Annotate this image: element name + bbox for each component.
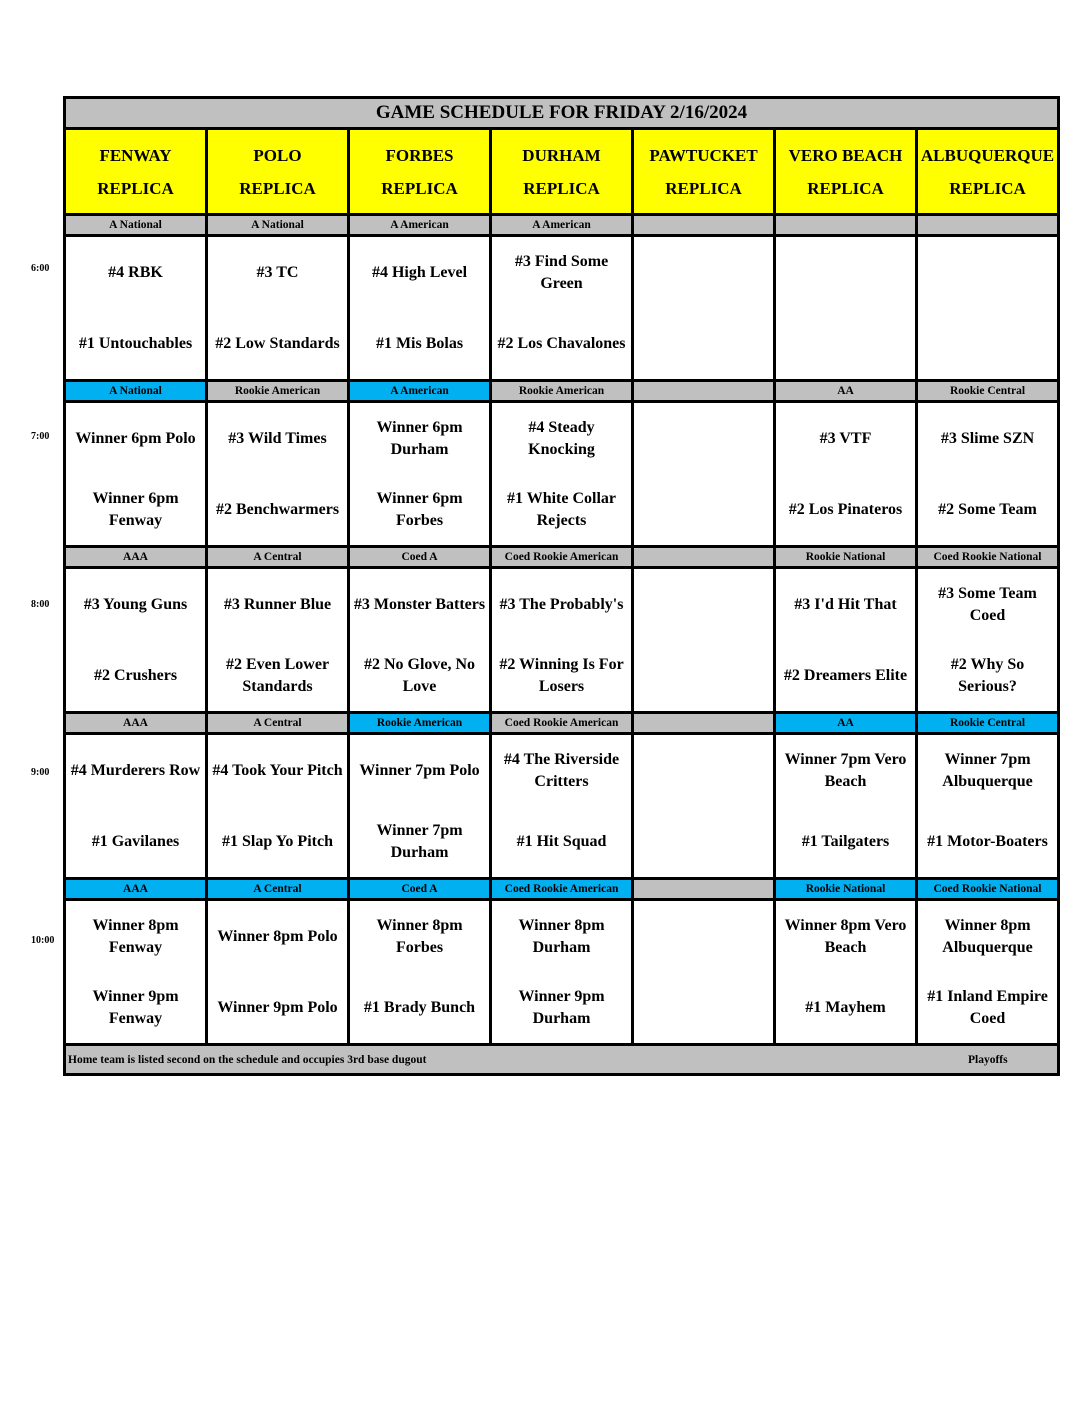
home-team: #2 Dreamers Elite xyxy=(783,666,908,684)
away-team: Winner 7pm Polo xyxy=(359,761,480,779)
field-subtitle: REPLICA xyxy=(523,178,600,198)
division-label: Coed Rookie National xyxy=(918,548,1057,569)
away-team: #3 TC xyxy=(256,263,299,281)
away-team: Winner 8pm Vero Beach xyxy=(784,916,907,956)
game-cell xyxy=(776,569,918,714)
division-label: AAA xyxy=(66,714,208,735)
game-cell xyxy=(776,403,918,548)
home-team: #2 Some Team xyxy=(938,500,1037,518)
home-team: #1 Mis Bolas xyxy=(375,334,464,352)
home-team: #2 Why So Serious? xyxy=(950,655,1025,695)
playoffs-label: Playoffs xyxy=(968,1053,1008,1066)
field-subtitle: REPLICA xyxy=(239,178,316,198)
home-team: #1 Brady Bunch xyxy=(363,998,476,1016)
field-name: ALBUQUERQUE xyxy=(920,145,1055,165)
home-team: #1 White Collar Rejects xyxy=(506,489,617,529)
home-team: #1 Hit Squad xyxy=(516,832,607,850)
division-label: A Central xyxy=(208,880,350,901)
home-team: #2 Los Pinateros xyxy=(788,500,903,518)
away-team: #3 Young Guns xyxy=(83,595,188,613)
away-team: #3 The Probably's xyxy=(499,595,624,613)
home-team: #2 Low Standards xyxy=(215,334,340,352)
division-label: AAA xyxy=(66,880,208,901)
time-slot-label: 6:00 xyxy=(31,263,50,274)
away-team: #4 Took Your Pitch xyxy=(212,761,343,779)
field-subtitle: REPLICA xyxy=(807,178,884,198)
division-label: A American xyxy=(350,216,492,237)
home-team: #2 Crushers xyxy=(93,666,178,684)
division-label: Coed A xyxy=(350,880,492,901)
game-cell xyxy=(350,569,492,714)
game-row xyxy=(66,735,1057,880)
home-team: #1 Untouchables xyxy=(78,334,193,352)
home-team: Winner 9pm Fenway xyxy=(92,987,179,1027)
home-team: #2 No Glove, No Love xyxy=(363,655,476,695)
division-label xyxy=(634,382,776,403)
home-team: #1 Gavilanes xyxy=(91,832,180,850)
division-row xyxy=(66,382,1057,403)
game-cell xyxy=(208,403,350,548)
field-name: PAWTUCKET xyxy=(649,145,758,165)
division-label: A American xyxy=(350,382,492,403)
home-team: #1 Inland Empire Coed xyxy=(927,987,1048,1027)
time-slots xyxy=(66,216,1057,1046)
division-label xyxy=(634,548,776,569)
schedule-footer xyxy=(66,1046,1057,1073)
game-cell xyxy=(634,901,776,1046)
division-label: AA xyxy=(776,714,918,735)
away-team: #4 High Level xyxy=(371,263,468,281)
away-team: #3 VTF xyxy=(819,429,872,447)
division-label: A National xyxy=(208,216,350,237)
division-label: Coed Rookie National xyxy=(918,880,1057,901)
division-label: Coed Rookie American xyxy=(492,714,634,735)
division-label: Rookie American xyxy=(492,382,634,403)
game-cell xyxy=(634,403,776,548)
game-cell xyxy=(918,901,1057,1046)
field-header-4 xyxy=(634,130,776,216)
field-header-5 xyxy=(776,130,918,216)
game-cell xyxy=(634,735,776,880)
game-cell xyxy=(776,735,918,880)
division-label: Rookie National xyxy=(776,548,918,569)
away-team: #3 Runner Blue xyxy=(223,595,332,613)
division-label: Coed Rookie American xyxy=(492,548,634,569)
field-name: VERO BEACH xyxy=(788,145,903,165)
home-team: #1 Mayhem xyxy=(805,998,886,1016)
away-team: Winner 6pm Durham xyxy=(376,418,463,458)
division-label: Rookie Central xyxy=(918,714,1057,735)
field-header-0 xyxy=(66,130,208,216)
away-team: #3 I'd Hit That xyxy=(794,595,897,613)
field-header-6 xyxy=(918,130,1057,216)
field-subtitle: REPLICA xyxy=(665,178,742,198)
game-cell xyxy=(918,237,1057,382)
away-team: Winner 8pm Polo xyxy=(217,927,338,945)
field-name: FORBES xyxy=(385,145,454,165)
game-row xyxy=(66,569,1057,714)
game-cell xyxy=(776,901,918,1046)
game-cell xyxy=(918,569,1057,714)
division-row xyxy=(66,880,1057,901)
division-row xyxy=(66,714,1057,735)
game-cell xyxy=(66,569,208,714)
home-team: Winner 9pm Polo xyxy=(217,998,338,1016)
division-label: A Central xyxy=(208,714,350,735)
away-team: Winner 8pm Albuquerque xyxy=(942,916,1033,956)
game-cell xyxy=(776,237,918,382)
division-label: A National xyxy=(66,382,208,403)
home-team: #2 Winning Is For Losers xyxy=(499,655,624,695)
time-slot-label: 8:00 xyxy=(31,599,50,610)
division-row xyxy=(66,548,1057,569)
division-label: Rookie American xyxy=(208,382,350,403)
away-team: #4 RBK xyxy=(108,263,163,281)
away-team: #4 Steady Knocking xyxy=(528,418,595,458)
away-team: #4 The Riverside Critters xyxy=(503,750,620,790)
division-label xyxy=(918,216,1057,237)
away-team: Winner 6pm Polo xyxy=(75,429,196,447)
game-cell xyxy=(350,735,492,880)
away-team: #3 Some Team Coed xyxy=(938,584,1037,624)
division-label xyxy=(634,714,776,735)
field-header-3 xyxy=(492,130,634,216)
division-label xyxy=(776,216,918,237)
division-label: Rookie American xyxy=(350,714,492,735)
field-header-row xyxy=(66,130,1057,216)
game-cell xyxy=(350,403,492,548)
game-cell xyxy=(918,403,1057,548)
game-cell xyxy=(208,569,350,714)
game-cell xyxy=(492,901,634,1046)
division-label: AAA xyxy=(66,548,208,569)
game-cell xyxy=(208,901,350,1046)
field-subtitle: REPLICA xyxy=(381,178,458,198)
field-name: POLO xyxy=(253,145,302,165)
game-cell xyxy=(634,569,776,714)
home-team-note: Home team is listed second on the schedule and occupies 3rd base dugout xyxy=(68,1053,427,1066)
division-label: Rookie National xyxy=(776,880,918,901)
home-team: #2 Even Lower Standards xyxy=(225,655,330,695)
home-team: #1 Motor-Boaters xyxy=(927,832,1048,850)
division-label: AA xyxy=(776,382,918,403)
division-label: Coed A xyxy=(350,548,492,569)
home-team: Winner 9pm Durham xyxy=(518,987,605,1027)
time-slot-label: 10:00 xyxy=(31,935,55,946)
game-row xyxy=(66,403,1057,548)
away-team: #3 Monster Batters xyxy=(353,595,486,613)
away-team: #4 Murderers Row xyxy=(70,761,201,779)
game-cell xyxy=(350,237,492,382)
division-label: A National xyxy=(66,216,208,237)
time-slot-label: 9:00 xyxy=(31,767,50,778)
away-team: Winner 8pm Fenway xyxy=(92,916,179,956)
away-team: #3 Wild Times xyxy=(228,429,327,447)
field-name: FENWAY xyxy=(99,145,172,165)
division-label xyxy=(634,880,776,901)
time-slot-label: 7:00 xyxy=(31,431,50,442)
schedule-table xyxy=(63,96,1060,1076)
home-team: #2 Los Chavalones xyxy=(497,334,626,352)
away-team: Winner 7pm Vero Beach xyxy=(784,750,907,790)
home-team: Winner 6pm Fenway xyxy=(92,489,179,529)
home-team: #1 Slap Yo Pitch xyxy=(222,832,333,850)
game-cell xyxy=(66,237,208,382)
game-row xyxy=(66,901,1057,1046)
field-name: DURHAM xyxy=(522,145,601,165)
division-label: Coed Rookie American xyxy=(492,880,634,901)
home-team: Winner 6pm Forbes xyxy=(376,489,463,529)
away-team: Winner 7pm Albuquerque xyxy=(942,750,1033,790)
away-team: #3 Find Some Green xyxy=(514,252,609,292)
home-team: Winner 7pm Durham xyxy=(376,821,463,861)
division-label xyxy=(634,216,776,237)
field-header-2 xyxy=(350,130,492,216)
game-cell xyxy=(66,901,208,1046)
field-header-1 xyxy=(208,130,350,216)
game-cell xyxy=(66,735,208,880)
field-subtitle: REPLICA xyxy=(97,178,174,198)
game-cell xyxy=(350,901,492,1046)
away-team: Winner 8pm Forbes xyxy=(376,916,463,956)
home-team: #2 Benchwarmers xyxy=(215,500,340,518)
game-row xyxy=(66,237,1057,382)
game-cell xyxy=(492,237,634,382)
division-label: A American xyxy=(492,216,634,237)
division-label: Rookie Central xyxy=(918,382,1057,403)
home-team: #1 Tailgaters xyxy=(801,832,890,850)
division-row xyxy=(66,216,1057,237)
game-cell xyxy=(492,569,634,714)
game-cell xyxy=(492,735,634,880)
away-team: #3 Slime SZN xyxy=(940,429,1035,447)
game-cell xyxy=(208,735,350,880)
game-cell xyxy=(634,237,776,382)
division-label: A Central xyxy=(208,548,350,569)
game-cell xyxy=(492,403,634,548)
schedule-title: GAME SCHEDULE FOR FRIDAY 2/16/2024 xyxy=(66,99,1057,130)
game-cell xyxy=(208,237,350,382)
game-cell xyxy=(66,403,208,548)
game-cell xyxy=(918,735,1057,880)
away-team: Winner 8pm Durham xyxy=(518,916,605,956)
field-subtitle: REPLICA xyxy=(949,178,1026,198)
